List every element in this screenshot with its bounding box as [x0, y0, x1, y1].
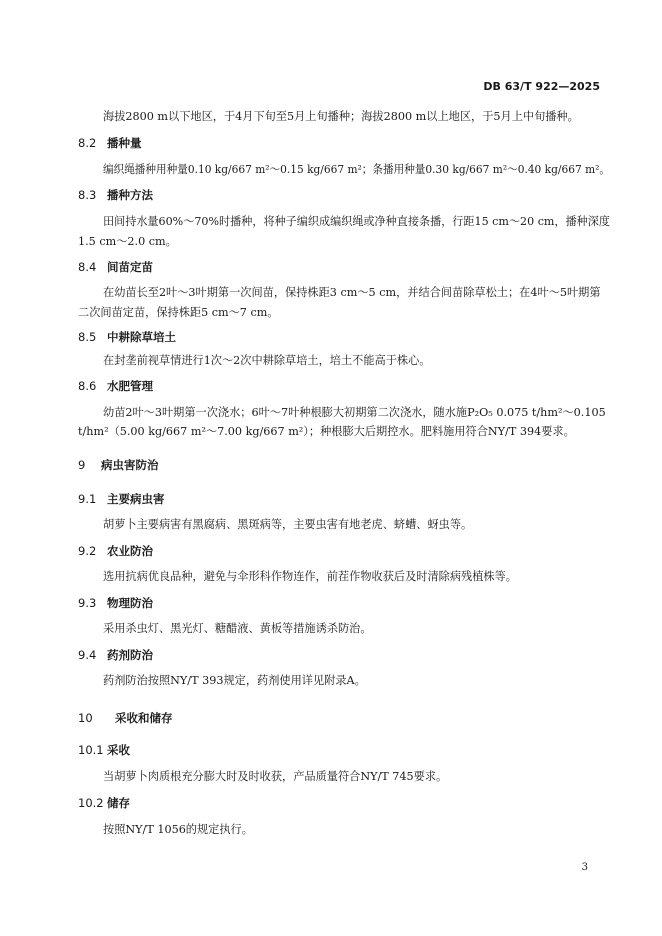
- paragraph-water-fertilizer-line-2: t/hm²（5.00 kg/667 m²～7.00 kg/667 m²）；种根膨大后期控水。肥料施用符合NY/T 394要求。: [78, 425, 575, 438]
- section-number: 9.2: [78, 544, 97, 558]
- paragraph-sowing-method-line-2: 1.5 cm～2.0 cm。: [78, 235, 177, 248]
- section-title: 播种方法: [107, 188, 153, 202]
- section-number: 8.6: [78, 379, 97, 393]
- section-title: 物理防治: [107, 596, 153, 610]
- paragraph-harvest: 当胡萝卜肉质根充分膨大时及时收获，产品质量符合NY/T 745要求。: [103, 770, 448, 783]
- chapter-title: 病虫害防治: [101, 458, 159, 472]
- chapter-number: 10: [78, 711, 93, 725]
- section-title: 储存: [107, 796, 130, 810]
- paragraph-thinning-line-1: 在幼苗长至2叶～3叶期第一次间苗，保持株距3 cm～5 cm，并结合间苗除草松土；在4叶～5叶期第: [103, 286, 601, 299]
- paragraph-physical-control: 采用杀虫灯、黑光灯、糖醋液、黄板等措施诱杀防治。: [103, 622, 372, 635]
- section-number: 8.5: [78, 330, 97, 344]
- paragraph-agricultural-control: 选用抗病优良品种，避免与伞形科作物连作，前茬作物收获后及时清除病残植株等。: [103, 570, 517, 583]
- section-number: 10.2: [78, 796, 104, 810]
- section-8-3-heading: [78, 187, 153, 203]
- paragraph-chemical-control: 药剂防治按照NY/T 393规定，药剂使用详见附录A。: [103, 674, 366, 687]
- paragraph-seeding-rate: 编织绳播种用种量0.10 kg/667 m²～0.15 kg/667 m²；条播用种量0.30 kg/667 m²～0.40 kg/667 m²。: [103, 163, 610, 176]
- paragraph-sowing-method-line-1: 田间持水量60%～70%时播种，将种子编织成编织绳或净种直接条播，行距15 cm～20 cm，播种深度: [103, 215, 611, 228]
- section-number: 9.1: [78, 492, 97, 506]
- section-10-1-heading: [78, 742, 130, 758]
- section-title: 间苗定苗: [107, 260, 153, 274]
- section-8-2-heading: [78, 135, 142, 151]
- chapter-9-heading: [78, 457, 159, 473]
- section-9-4-heading: [78, 647, 153, 663]
- section-number: 10.1: [78, 743, 104, 757]
- chapter-title: 采收和储存: [115, 711, 173, 725]
- section-title: 播种量: [107, 136, 142, 150]
- section-title: 农业防治: [107, 544, 153, 558]
- chapter-10-heading: [78, 710, 173, 726]
- paragraph-weeding: 在封垄前视草情进行1次～2次中耕除草培土，培土不能高于株心。: [103, 354, 431, 367]
- page-number: 3: [581, 862, 588, 873]
- section-9-3-heading: [78, 595, 153, 611]
- section-title: 采收: [107, 743, 130, 757]
- chapter-number: 9: [78, 458, 86, 472]
- paragraph-sowing-time: 海拔2800 m以下地区，于4月下旬至5月上旬播种；海拔2800 m以上地区，于5月上中旬播种。: [103, 110, 579, 123]
- section-title: 水肥管理: [107, 379, 153, 393]
- section-number: 8.4: [78, 260, 97, 274]
- paragraph-storage: 按照NY/T 1056的规定执行。: [103, 823, 253, 836]
- section-9-2-heading: [78, 543, 153, 559]
- section-number: 9.3: [78, 596, 97, 610]
- paragraph-thinning-line-2: 二次间苗定苗，保持株距5 cm～7 cm。: [78, 306, 279, 319]
- section-number: 8.2: [78, 136, 97, 150]
- section-title: 主要病虫害: [107, 492, 165, 506]
- section-8-4-heading: [78, 259, 153, 275]
- section-title: 中耕除草培土: [107, 330, 176, 344]
- section-8-5-heading: [78, 329, 176, 345]
- paragraph-main-pests: 胡萝卜主要病害有黑腐病、黑斑病等，主要虫害有地老虎、蛴螬、蚜虫等。: [103, 518, 473, 531]
- section-number: 8.3: [78, 188, 97, 202]
- section-number: 9.4: [78, 648, 97, 662]
- section-10-2-heading: [78, 795, 130, 811]
- section-title: 药剂防治: [107, 648, 153, 662]
- document-code: DB 63/T 922—2025: [483, 80, 600, 93]
- section-8-6-heading: [78, 378, 153, 394]
- paragraph-water-fertilizer-line-1: 幼苗2叶～3叶期第一次浇水；6叶～7叶种根膨大初期第二次浇水，随水施P₂O₅ 0.075 t/hm²～0.105: [103, 406, 606, 419]
- section-9-1-heading: [78, 491, 165, 507]
